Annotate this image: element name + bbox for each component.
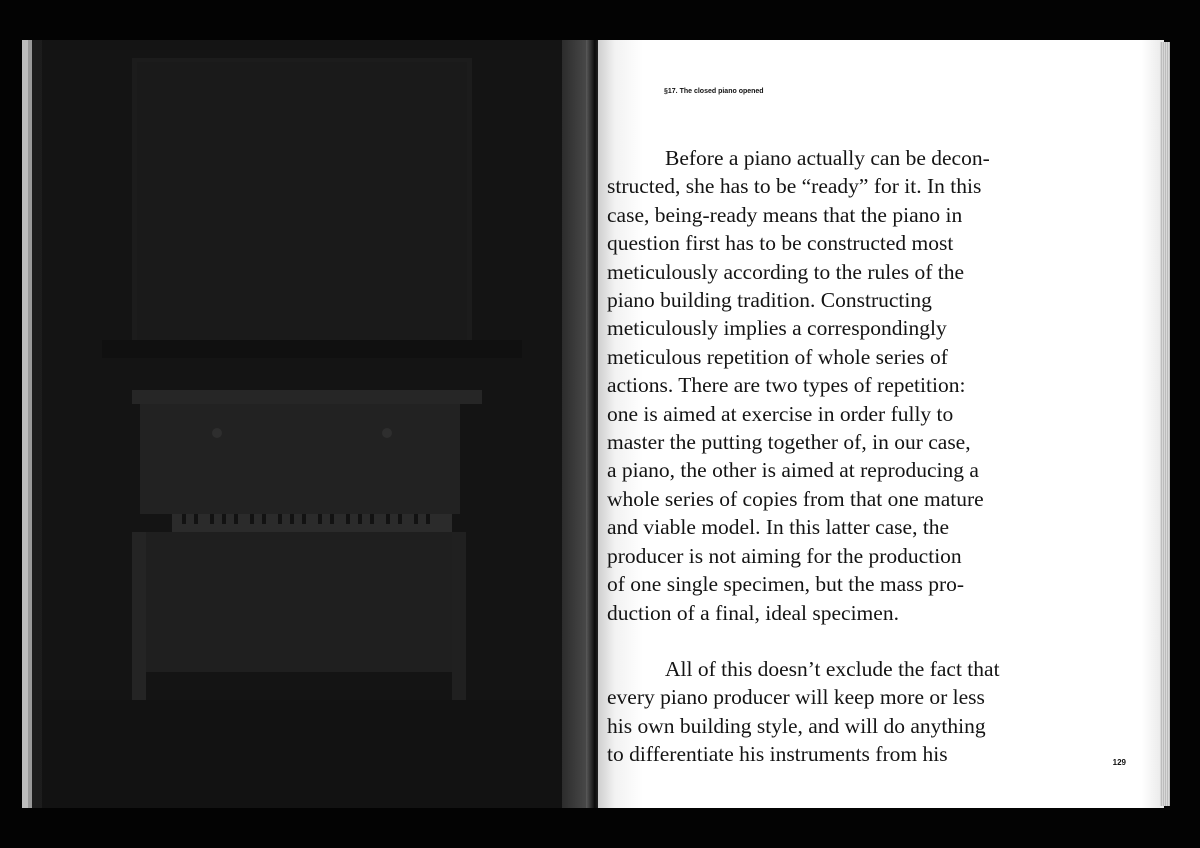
- text-line: his own building style, and will do anything: [607, 713, 986, 738]
- text-line: piano building tradition. Constructing: [607, 288, 932, 313]
- page-edge: [22, 40, 28, 808]
- text-line: duction of a final, ideal specimen.: [607, 600, 899, 625]
- text-line: meticulous repetition of whole series of: [607, 344, 948, 369]
- text-line: master the putting together of, in our case,: [607, 430, 971, 455]
- right-page: [598, 40, 1164, 808]
- text-line: every piano producer will keep more or less: [607, 685, 985, 710]
- text-line: producer is not aiming for the production: [607, 543, 962, 568]
- text-line: Before a piano actually can be decon-: [665, 146, 990, 170]
- text-line: meticulously implies a correspondingly: [607, 316, 947, 341]
- text-line: to differentiate his instruments from his: [607, 742, 948, 767]
- left-page: [28, 40, 588, 808]
- piano-photograph: [42, 40, 562, 808]
- text-line: and viable model. In this latter case, the: [607, 515, 950, 540]
- running-head: §17. The closed piano opened: [664, 88, 764, 95]
- text-line: actions. There are two types of repetition:: [607, 373, 966, 398]
- paragraph-1: [607, 144, 1066, 627]
- text-line: All of this doesn’t exclude the fact that: [665, 656, 1000, 681]
- text-line: structed, she has to be “ready” for it. In this: [607, 174, 982, 199]
- piano-photo-image: [42, 40, 562, 808]
- text-line: one is aimed at exercise in order fully to: [607, 401, 954, 426]
- text-line: meticulously according to the rules of the: [607, 259, 965, 284]
- page-stack-edge: [1160, 42, 1170, 806]
- text-line: question first has to be constructed most: [607, 231, 954, 256]
- paragraph-2: [607, 655, 1066, 769]
- page-number: 129: [1112, 758, 1126, 767]
- text-line: case, being-ready means that the piano in: [607, 202, 963, 227]
- text-line: of one single specimen, but the mass pro-: [607, 572, 965, 597]
- text-line: whole series of copies from that one mature: [607, 486, 984, 511]
- body-text: [607, 144, 1066, 769]
- text-line: a piano, the other is aimed at reproducing a: [607, 458, 979, 483]
